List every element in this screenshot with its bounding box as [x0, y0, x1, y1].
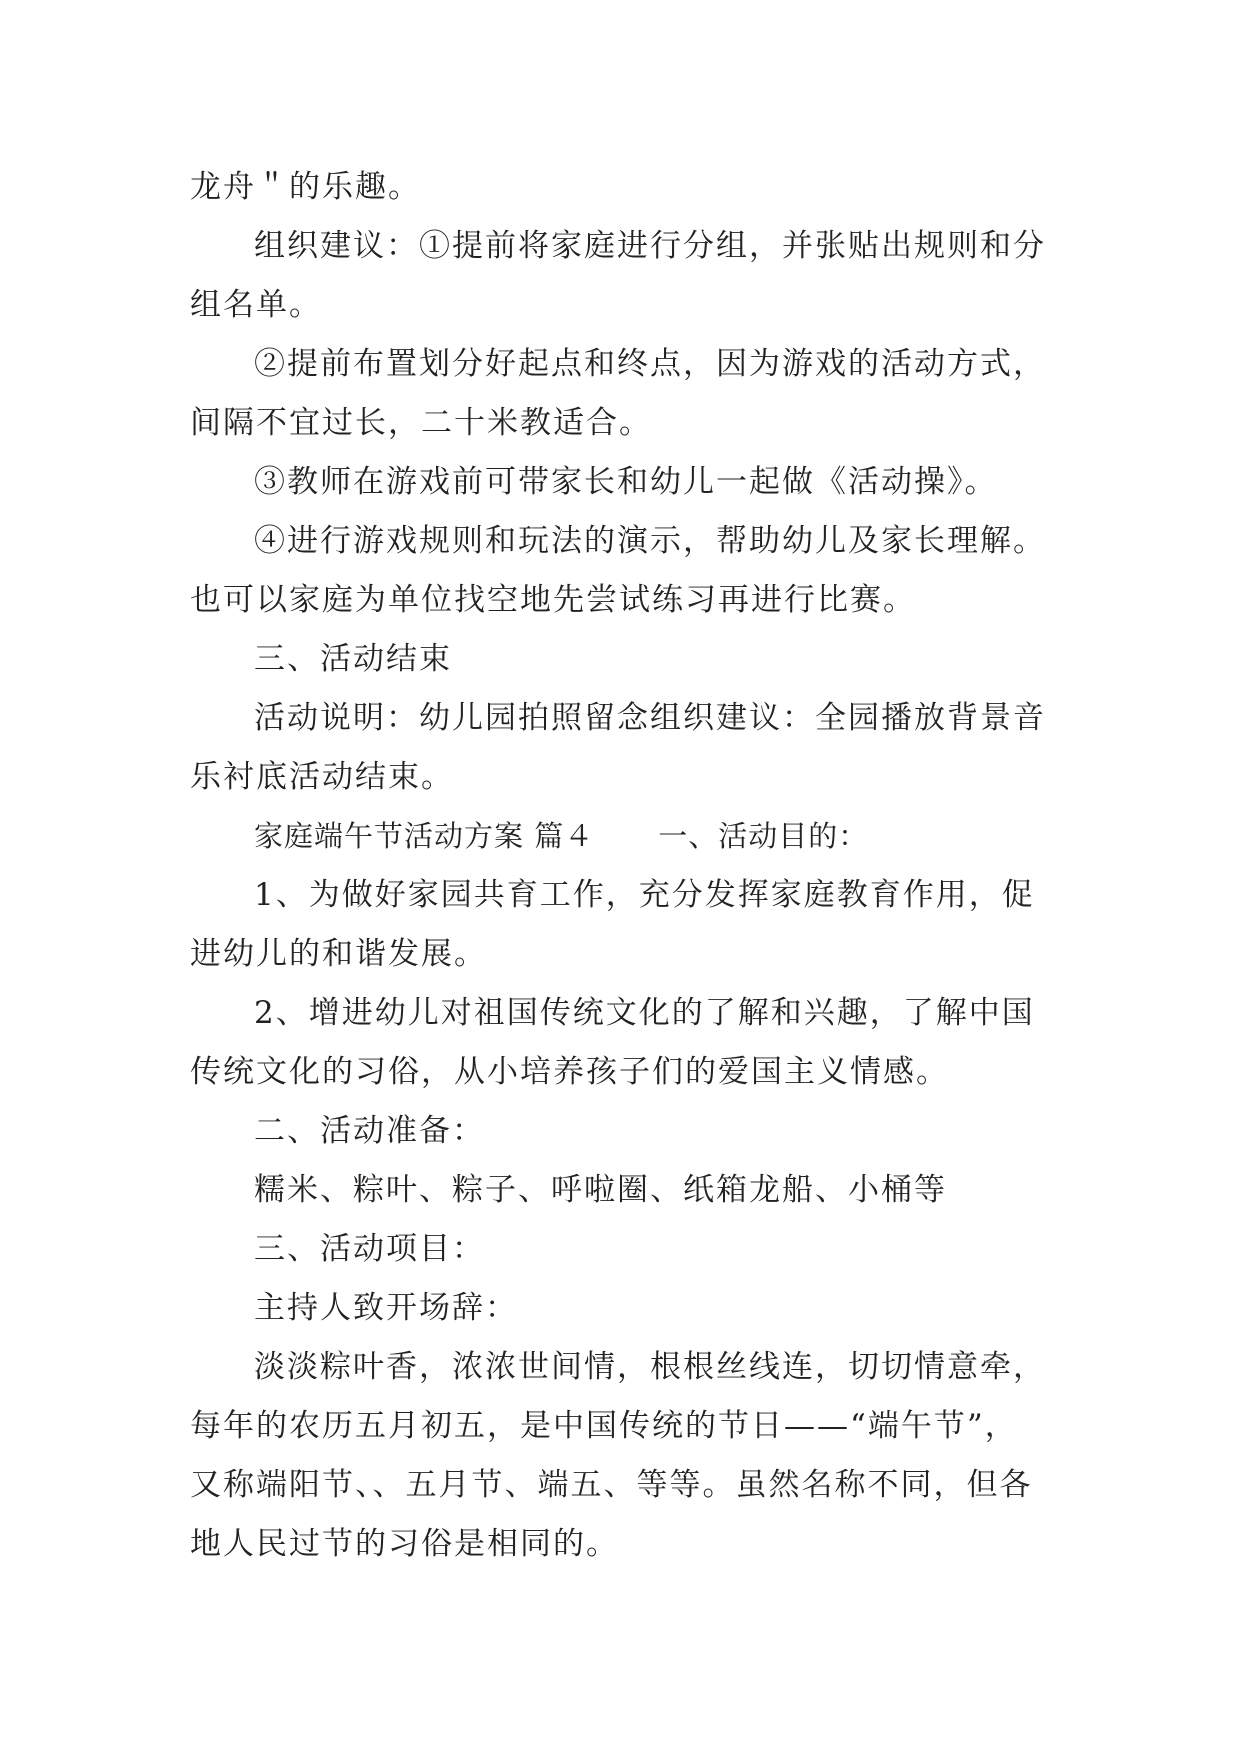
paragraph-line: 1、为做好家园共育工作，充分发挥家庭教育作用，促 [254, 877, 1035, 913]
paragraph-line: ②提前布置划分好起点和终点，因为游戏的活动方式， [254, 346, 1046, 382]
paragraph-line: 组名单。 [190, 287, 322, 323]
paragraph-line: 乐衬底活动结束。 [190, 759, 454, 795]
paragraph-line: 也可以家庭为单位找空地先尝试练习再进行比赛。 [190, 582, 916, 618]
paragraph-line: ④进行游戏规则和玩法的演示，帮助幼儿及家长理解。 [254, 523, 1046, 559]
paragraph-line: 组织建议：①提前将家庭进行分组，并张贴出规则和分 [254, 228, 1046, 264]
paragraph-line: 又称端阳节、、五月节、端五、等等。虽然名称不同，但各 [190, 1467, 1033, 1503]
document-body [190, 158, 1070, 1574]
section-heading: 三、活动结束 [254, 641, 452, 677]
paragraph-line: 淡淡粽叶香，浓浓世间情，根根丝线连，切切情意牵， [254, 1349, 1046, 1385]
paragraph-line: 活动说明：幼儿园拍照留念组织建议：全园播放背景音 [254, 700, 1046, 736]
article-title: 家庭端午节活动方案 篇４ [254, 819, 595, 853]
paragraph-line: 2、增进幼儿对祖国传统文化的了解和兴趣，了解中国 [254, 995, 1035, 1031]
paragraph-line: 进幼儿的和谐发展。 [190, 936, 487, 972]
paragraph-line: 龙舟＂的乐趣。 [190, 169, 421, 205]
paragraph-line: 主持人致开场辞： [254, 1290, 518, 1326]
section-heading: 二、活动准备： [254, 1113, 485, 1149]
paragraph-line: 每年的农历五月初五，是中国传统的节日——“端午节”， [190, 1408, 1018, 1444]
article-heading-line [190, 807, 1070, 866]
paragraph-line: 间隔不宜过长，二十米教适合。 [190, 405, 652, 441]
paragraph-line: 传统文化的习俗，从小培养孩子们的爱国主义情感。 [190, 1054, 949, 1090]
paragraph-line: ③教师在游戏前可带家长和幼儿一起做《活动操》。 [254, 464, 998, 500]
section-heading: 一、活动目的： [658, 819, 869, 853]
paragraph-line: 糯米、粽叶、粽子、呼啦圈、纸箱龙船、小桶等 [254, 1172, 947, 1208]
section-heading: 三、活动项目： [254, 1231, 485, 1267]
paragraph-line: 地人民过节的习俗是相同的。 [190, 1526, 619, 1562]
